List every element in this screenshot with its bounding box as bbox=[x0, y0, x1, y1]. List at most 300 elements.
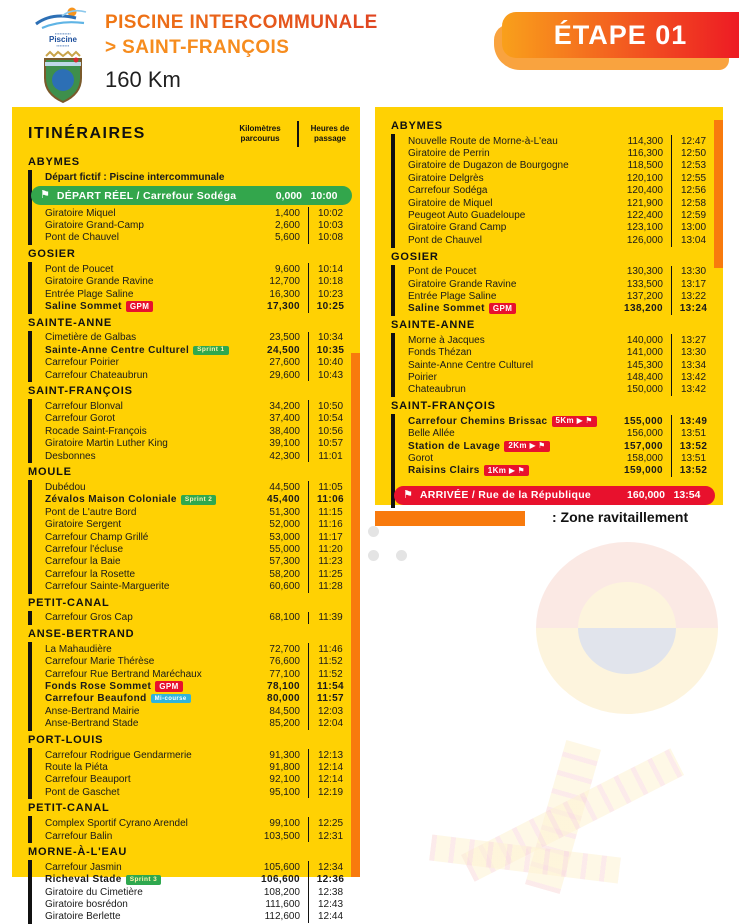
time-value: 12:13 bbox=[308, 749, 352, 761]
time-value: 12:31 bbox=[308, 830, 352, 842]
time-value: 12:55 bbox=[671, 172, 715, 184]
itinerary-panel-right bbox=[375, 107, 723, 505]
location-label: Carrefour Sainte-Marguerite bbox=[45, 581, 170, 593]
itinerary-panel-left bbox=[12, 107, 360, 923]
km-value: 9,600 bbox=[274, 263, 300, 275]
location-label: Peugeot Auto Guadeloupe bbox=[408, 210, 526, 222]
location-label: Carrefour Gros Cap bbox=[45, 612, 133, 624]
km-value: 105,600 bbox=[263, 861, 300, 873]
location-label: Pont de Chauvel bbox=[408, 234, 482, 246]
km-value: 80,000 bbox=[267, 693, 300, 705]
sprint-2-badge: Sprint 2 bbox=[181, 495, 216, 505]
km-value: 123,100 bbox=[626, 222, 663, 234]
itinerary-row bbox=[45, 874, 352, 886]
itinerary-row bbox=[45, 817, 352, 829]
section-sainte-anne bbox=[391, 319, 715, 397]
location-label: Carrefour la Rosette bbox=[45, 568, 136, 580]
itinerary-row bbox=[408, 222, 715, 234]
km-value: 0,000 bbox=[275, 189, 302, 202]
time-value: 12:50 bbox=[671, 147, 715, 159]
itinerary-row bbox=[408, 359, 715, 371]
time-value: 11:46 bbox=[308, 643, 352, 655]
column-divider bbox=[297, 121, 299, 147]
time-value: 12:58 bbox=[671, 197, 715, 209]
time-value: 12:59 bbox=[671, 209, 715, 221]
location-label: Fonds Rose Sommet GPM bbox=[45, 681, 242, 692]
itinerary-row bbox=[45, 568, 352, 580]
location-label: La Mahaudière bbox=[45, 643, 112, 655]
km-value: 103,500 bbox=[263, 830, 300, 842]
itinerary-row bbox=[45, 786, 352, 798]
section-rows bbox=[391, 333, 715, 397]
location-label: Giratoire Miquel bbox=[45, 207, 116, 219]
decorative-dot bbox=[368, 550, 379, 561]
km-value: 120,400 bbox=[626, 185, 663, 197]
section-title: PETIT-CANAL bbox=[28, 596, 110, 609]
location-label: Carrefour Gorot bbox=[45, 413, 116, 425]
location-label: Carrefour Champ Grillé bbox=[45, 531, 149, 543]
itinerary-row bbox=[45, 450, 352, 462]
km-value: 155,000 bbox=[624, 415, 663, 427]
km-value: 42,300 bbox=[269, 450, 300, 462]
location-label: Pont de Chauvel bbox=[45, 232, 119, 244]
itinerary-row bbox=[45, 668, 352, 680]
section-title: MOULE bbox=[28, 466, 72, 479]
time-value: 13:49 bbox=[671, 415, 715, 427]
time-value: 12:03 bbox=[308, 705, 352, 717]
location-label: Carrefour l'écluse bbox=[45, 543, 124, 555]
stage-badge bbox=[488, 12, 739, 64]
location-label: Anse-Bertrand Mairie bbox=[45, 705, 140, 717]
2km-badge: 2Km ▶ ⚑ bbox=[504, 441, 549, 452]
time-value: 10:43 bbox=[308, 369, 352, 381]
note-row bbox=[45, 171, 352, 184]
finish-flag-icon: ⚑ bbox=[585, 416, 593, 426]
time-value: 13:52 bbox=[671, 465, 715, 477]
location-label: Giratoire bosrédon bbox=[45, 899, 128, 911]
time-value: 10:40 bbox=[308, 357, 352, 369]
time-value: 12:14 bbox=[308, 761, 352, 773]
location-label: Fonds Thézan bbox=[408, 347, 472, 359]
arrivee-pill bbox=[394, 486, 715, 505]
time-value: 13:27 bbox=[671, 334, 715, 346]
km-value: 23,500 bbox=[269, 332, 300, 344]
km-value: 91,300 bbox=[269, 749, 300, 761]
zone-ravitaillement-label: : Zone ravitaillement bbox=[552, 509, 689, 525]
flag-icon: ⚑ bbox=[403, 488, 413, 501]
itinerary-row bbox=[45, 580, 352, 592]
itinerary-row bbox=[408, 384, 715, 396]
gpm-badge: GPM bbox=[126, 301, 153, 312]
itinerary-row bbox=[45, 288, 352, 300]
km-value: 116,300 bbox=[627, 148, 663, 160]
time-value: 11:54 bbox=[308, 680, 352, 692]
location-label: Saline Sommet GPM bbox=[45, 301, 242, 312]
km-value: 160,000 bbox=[627, 489, 665, 502]
zone-ravitaillement-bar bbox=[351, 353, 360, 877]
decorative-dot bbox=[396, 550, 407, 561]
location-label: Dubédou bbox=[45, 481, 86, 493]
time-value: 11:52 bbox=[308, 656, 352, 668]
time-value: 13:30 bbox=[671, 346, 715, 358]
location-label: Saline Sommet GPM bbox=[408, 303, 605, 314]
km-value: 78,100 bbox=[267, 681, 300, 693]
time-value: 10:50 bbox=[308, 400, 352, 412]
location-label: Carrefour Rue Bertrand Maréchaux bbox=[45, 668, 202, 680]
itinerary-row bbox=[408, 303, 715, 315]
location-label: Giratoire Grande Ravine bbox=[45, 276, 154, 288]
location-label: Entrée Plage Saline bbox=[408, 290, 497, 302]
time-value: 12:19 bbox=[308, 786, 352, 798]
km-value: 51,300 bbox=[269, 506, 300, 518]
itinerary-row bbox=[45, 749, 352, 761]
time-value: 12:56 bbox=[671, 185, 715, 197]
location-label: Pont de L'autre Bord bbox=[45, 506, 137, 518]
5km-badge: 5Km ▶ ⚑ bbox=[552, 416, 597, 427]
section-title: MORNE-À-L'EAU bbox=[28, 846, 128, 859]
time-value: 13:42 bbox=[671, 384, 715, 396]
km-value: 85,200 bbox=[269, 718, 300, 730]
location-label: Desbonnes bbox=[45, 450, 96, 462]
club-logo bbox=[24, 6, 102, 104]
itinerary-row bbox=[408, 135, 715, 147]
km-value: 158,000 bbox=[626, 452, 663, 464]
flag-icon: ⚑ bbox=[40, 189, 50, 201]
km-value: 145,300 bbox=[626, 359, 663, 371]
km-value: 5,600 bbox=[274, 232, 300, 244]
itinerary-row bbox=[408, 415, 715, 427]
time-value: 10:25 bbox=[308, 300, 352, 312]
section-morne-a-l-eau bbox=[28, 846, 352, 924]
location-label: Sainte-Anne Centre Culturel bbox=[408, 359, 534, 371]
section-title: SAINTE-ANNE bbox=[391, 319, 475, 332]
time-value: 11:20 bbox=[308, 543, 352, 555]
itineraries-title: ITINÉRAIRES bbox=[28, 125, 146, 142]
location-label: Cimetière de Galbas bbox=[45, 332, 137, 344]
km-value: 29,600 bbox=[269, 369, 300, 381]
section-title: SAINT-FRANÇOIS bbox=[391, 400, 496, 413]
time-value: 13:04 bbox=[671, 234, 715, 246]
itinerary-row bbox=[45, 518, 352, 530]
time-value: 10:18 bbox=[308, 276, 352, 288]
time-value: 12:34 bbox=[308, 861, 352, 873]
location-label: Carrefour Balin bbox=[45, 830, 113, 842]
itinerary-row bbox=[45, 656, 352, 668]
km-value: 156,000 bbox=[626, 428, 663, 440]
itinerary-row bbox=[45, 911, 352, 923]
km-value: 141,000 bbox=[626, 347, 663, 359]
km-value: 55,000 bbox=[269, 543, 300, 555]
itinerary-row bbox=[408, 209, 715, 221]
itinerary-row bbox=[45, 357, 352, 369]
finish-flag-icon: ⚑ bbox=[517, 465, 526, 475]
itinerary-row bbox=[45, 543, 352, 555]
itinerary-row bbox=[45, 413, 352, 425]
km-value: 37,400 bbox=[269, 413, 300, 425]
itinerary-row bbox=[45, 898, 352, 910]
city-crest-icon bbox=[40, 50, 86, 104]
km-value: 108,200 bbox=[263, 886, 300, 898]
km-value: 137,200 bbox=[626, 290, 663, 302]
zone-ravitaillement-swatch bbox=[375, 511, 525, 526]
itinerary-row bbox=[408, 160, 715, 172]
km-value: 133,500 bbox=[626, 278, 663, 290]
location-label: Carrefour Beaufond Mi-course bbox=[45, 693, 242, 704]
section-rows bbox=[28, 399, 352, 463]
column-header-times: Heures de passage bbox=[310, 124, 350, 143]
swimmer-logo-icon bbox=[32, 6, 94, 32]
roundabout-watermark bbox=[536, 542, 718, 714]
stage-badge-label: ÉTAPE 01 bbox=[553, 19, 688, 50]
itinerary-row bbox=[45, 680, 352, 692]
section-rows bbox=[28, 611, 352, 625]
stage-title bbox=[105, 12, 485, 93]
itinerary-row bbox=[45, 437, 352, 449]
table-header bbox=[28, 107, 352, 153]
itinerary-row bbox=[45, 718, 352, 730]
section-anse-bertrand bbox=[28, 628, 352, 731]
section-title: GOSIER bbox=[28, 248, 76, 261]
itinerary-row bbox=[45, 332, 352, 344]
location-label: Complex Sportif Cyrano Arendel bbox=[45, 818, 188, 830]
itinerary-row bbox=[45, 531, 352, 543]
section-petit-canal bbox=[28, 802, 352, 843]
time-value: 12:25 bbox=[308, 817, 352, 829]
location-label: Gorot bbox=[408, 452, 434, 464]
section-gosier bbox=[391, 251, 715, 317]
section-title: ABYMES bbox=[28, 156, 80, 168]
itinerary-row bbox=[45, 425, 352, 437]
section-rows bbox=[28, 331, 352, 383]
km-value: 122,400 bbox=[626, 210, 663, 222]
depart-label: DÉPART RÉEL / Carrefour Sodéga bbox=[56, 189, 237, 202]
location-label: Carrefour Chateaubrun bbox=[45, 369, 148, 381]
location-label: Carrefour Rodrigue Gendarmerie bbox=[45, 749, 192, 761]
location-label: Morne à Jacques bbox=[408, 334, 485, 346]
time-value: 11:06 bbox=[308, 494, 352, 506]
km-value: 38,400 bbox=[269, 425, 300, 437]
km-value: 92,100 bbox=[269, 774, 300, 786]
sprint-3-badge: Sprint 3 bbox=[126, 875, 161, 885]
location-label: Carrefour Chemins Brissac 5Km ▶ ⚑ bbox=[408, 416, 605, 427]
time-value: 13:22 bbox=[671, 290, 715, 302]
sprint-1-badge: Sprint 1 bbox=[193, 346, 228, 356]
location-label: Giratoire Delgrès bbox=[408, 172, 484, 184]
location-label: Rocade Saint-François bbox=[45, 425, 147, 437]
time-value: 10:03 bbox=[308, 219, 352, 231]
gpm-badge: GPM bbox=[155, 681, 182, 692]
decorative-dot bbox=[368, 526, 379, 537]
location-label: Carrefour Blonval bbox=[45, 400, 123, 412]
time-value: 11:52 bbox=[308, 668, 352, 680]
sections-right bbox=[391, 120, 715, 508]
km-value: 106,600 bbox=[261, 874, 300, 886]
1km-badge: 1Km ▶ ⚑ bbox=[484, 465, 529, 476]
time-value: 12:53 bbox=[671, 160, 715, 172]
location-label: Giratoire Grand-Camp bbox=[45, 220, 144, 232]
sections-left bbox=[28, 156, 352, 924]
time-value: 11:28 bbox=[308, 580, 352, 592]
location-label: Richeval Stade Sprint 3 bbox=[45, 874, 242, 885]
itinerary-row bbox=[45, 861, 352, 873]
km-value: 1,400 bbox=[274, 207, 300, 219]
itinerary-row bbox=[408, 440, 715, 452]
itinerary-row bbox=[408, 234, 715, 246]
gpm-badge: GPM bbox=[489, 303, 516, 314]
location-label: Raisins Clairs 1Km ▶ ⚑ bbox=[408, 465, 605, 476]
time-value: 11:05 bbox=[308, 481, 352, 493]
itinerary-row bbox=[408, 371, 715, 383]
time-value: 12:14 bbox=[308, 774, 352, 786]
km-value: 53,000 bbox=[269, 531, 300, 543]
location-label: Belle Allée bbox=[408, 428, 455, 440]
location-label: Pont de Gaschet bbox=[45, 786, 120, 798]
itinerary-row bbox=[408, 185, 715, 197]
km-value: 111,600 bbox=[265, 899, 300, 911]
finish-flag-icon: ⚑ bbox=[538, 441, 546, 450]
km-value: 52,000 bbox=[269, 519, 300, 531]
location-label: Anse-Bertrand Stade bbox=[45, 718, 139, 730]
km-value: 118,500 bbox=[627, 160, 663, 172]
time-value: 11:17 bbox=[308, 531, 352, 543]
km-value: 148,400 bbox=[626, 371, 663, 383]
km-value: 120,100 bbox=[626, 172, 663, 184]
itinerary-row bbox=[408, 346, 715, 358]
section-title: ABYMES bbox=[391, 120, 443, 132]
itinerary-row bbox=[45, 612, 352, 624]
km-value: 16,300 bbox=[269, 288, 300, 300]
itinerary-row bbox=[45, 705, 352, 717]
itinerary-row bbox=[45, 207, 352, 219]
itinerary-row bbox=[45, 344, 352, 356]
time-value: 11:15 bbox=[308, 506, 352, 518]
section-rows bbox=[28, 170, 352, 245]
time-value: 11:39 bbox=[308, 612, 352, 624]
km-value: 45,400 bbox=[267, 494, 300, 506]
section-petit-canal bbox=[28, 597, 352, 625]
location-label: Zévalos Maison Coloniale Sprint 2 bbox=[45, 494, 242, 505]
km-value: 138,200 bbox=[624, 303, 663, 315]
section-abymes bbox=[391, 120, 715, 248]
itinerary-row bbox=[45, 400, 352, 412]
itinerary-row bbox=[45, 774, 352, 786]
location-label: Route la Piéta bbox=[45, 761, 108, 773]
km-value: 57,300 bbox=[269, 556, 300, 568]
time-value: 11:16 bbox=[308, 518, 352, 530]
location-label: Station de Lavage 2Km ▶ ⚑ bbox=[408, 441, 605, 452]
location-label: Poirier bbox=[408, 371, 437, 383]
km-value: 17,300 bbox=[267, 301, 300, 313]
itinerary-row bbox=[45, 693, 352, 705]
itinerary-row bbox=[408, 290, 715, 302]
location-label: Sainte-Anne Centre Culturel Sprint 1 bbox=[45, 345, 242, 356]
section-title: SAINT-FRANÇOIS bbox=[28, 385, 133, 398]
location-label: Pont de Poucet bbox=[45, 263, 114, 275]
itinerary-row bbox=[408, 278, 715, 290]
location-label: Giratoire Grande Ravine bbox=[408, 278, 517, 290]
location-label: Giratoire de Perrin bbox=[408, 148, 490, 160]
itinerary-row bbox=[408, 147, 715, 159]
time-value: 11:57 bbox=[308, 693, 352, 705]
km-value: 140,000 bbox=[626, 334, 663, 346]
km-value: 76,600 bbox=[269, 656, 300, 668]
itinerary-row bbox=[408, 334, 715, 346]
itinerary-row bbox=[45, 232, 352, 244]
km-value: 84,500 bbox=[269, 705, 300, 717]
km-value: 126,000 bbox=[626, 234, 663, 246]
arrivee-label: ARRIVÉE / Rue de la République bbox=[419, 489, 592, 502]
time-value: 13:51 bbox=[671, 427, 715, 439]
section-saint-francois bbox=[28, 385, 352, 463]
time-value: 13:51 bbox=[671, 452, 715, 464]
time-value: 10:14 bbox=[308, 263, 352, 275]
itinerary-row bbox=[408, 172, 715, 184]
km-value: 99,100 bbox=[269, 818, 300, 830]
km-value: 2,600 bbox=[274, 220, 300, 232]
section-rows bbox=[28, 262, 352, 314]
time-value: 13:30 bbox=[671, 266, 715, 278]
time-value: 13:34 bbox=[671, 359, 715, 371]
itinerary-row bbox=[45, 886, 352, 898]
time-value: 12:44 bbox=[308, 911, 352, 923]
km-value: 77,100 bbox=[269, 668, 300, 680]
itinerary-row bbox=[45, 506, 352, 518]
km-value: 39,100 bbox=[269, 438, 300, 450]
club-wordmark: ▪▪▪▪▪▪▪▪▪▪ Piscine ▪▪▪▪▪▪▪▪ bbox=[48, 31, 77, 48]
stage-title-line1: PISCINE INTERCOMMUNALE bbox=[105, 12, 485, 34]
itinerary-row bbox=[408, 266, 715, 278]
location-label: Giratoire Berlette bbox=[45, 911, 121, 923]
km-value: 68,100 bbox=[269, 612, 300, 624]
section-rows bbox=[28, 816, 352, 843]
location-label: Giratoire de Miquel bbox=[408, 197, 493, 209]
location-label: Giratoire du Cimetière bbox=[45, 886, 143, 898]
section-port-louis bbox=[28, 734, 352, 800]
km-value: 121,900 bbox=[626, 197, 663, 209]
time-value: 13:52 bbox=[671, 440, 715, 452]
location-label: Giratoire de Dugazon de Bourgogne bbox=[408, 160, 569, 172]
section-title: PORT-LOUIS bbox=[28, 733, 104, 746]
section-sainte-anne bbox=[28, 317, 352, 383]
km-value: 157,000 bbox=[624, 440, 663, 452]
stage-distance: 160 Km bbox=[105, 67, 181, 92]
depart-pill bbox=[31, 186, 352, 205]
section-rows bbox=[28, 642, 352, 731]
time-value: 10:57 bbox=[308, 437, 352, 449]
time-value: 12:36 bbox=[308, 874, 352, 886]
location-label: Entrée Plage Saline bbox=[45, 288, 134, 300]
section-gosier bbox=[28, 248, 352, 314]
km-value: 44,500 bbox=[269, 481, 300, 493]
location-label: Carrefour Beauport bbox=[45, 774, 131, 786]
itinerary-row bbox=[45, 494, 352, 506]
stage-title-line2: > SAINT-FRANÇOIS bbox=[105, 37, 290, 58]
time-value: 13:54 bbox=[673, 489, 701, 502]
section-rows bbox=[28, 480, 352, 594]
itinerary-row bbox=[45, 830, 352, 842]
time-value: 13:24 bbox=[671, 303, 715, 315]
time-value: 11:23 bbox=[308, 556, 352, 568]
km-value: 27,600 bbox=[269, 357, 300, 369]
zone-ravitaillement-bar bbox=[714, 120, 723, 268]
km-value: 91,800 bbox=[269, 761, 300, 773]
time-value: 10:00 bbox=[310, 189, 338, 202]
km-value: 150,000 bbox=[626, 384, 663, 396]
itinerary-row bbox=[45, 556, 352, 568]
time-value: 11:01 bbox=[308, 450, 352, 462]
section-saint-francois bbox=[391, 400, 715, 508]
column-header-kilometers: Kilomètres parcourus bbox=[239, 124, 281, 143]
